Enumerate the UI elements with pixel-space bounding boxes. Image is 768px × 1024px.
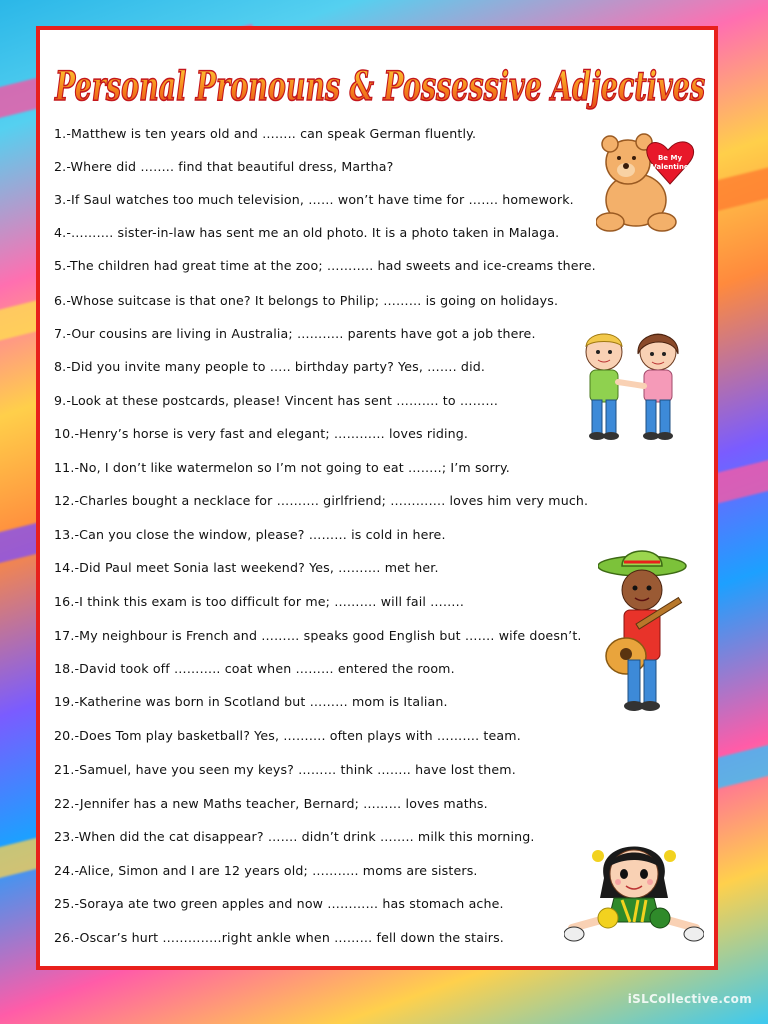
exercise-item: 25.-Soraya ate two green apples and now ………… has stomach ache. <box>54 896 504 911</box>
exercise-item: 18.-David took off ……….. coat when ……… entered the room. <box>54 661 455 676</box>
exercise-item: 20.-Does Tom play basketball? Yes, ………. often plays with ………. team. <box>54 728 521 743</box>
cheerleader-girl-icon <box>564 838 704 946</box>
exercise-item: 3.-If Saul watches too much television, …… won’t have time for ……. homework. <box>54 192 574 207</box>
exercise-item: 24.-Alice, Simon and I are 12 years old; ……….. moms are sisters. <box>54 863 478 878</box>
valentine-line-2: Valentine <box>651 163 689 171</box>
exercise-item: 8.-Did you invite many people to ….. birthday party? Yes, ……. did. <box>54 359 486 374</box>
exercise-item: 6.-Whose suitcase is that one? It belongs to Philip; ……… is going on holidays. <box>54 293 559 308</box>
exercise-item: 12.-Charles bought a necklace for ………. girlfriend; …………. loves him very much. <box>54 493 589 508</box>
exercise-item: 16.-I think this exam is too difficult for me; ………. will fail …….. <box>54 594 464 609</box>
guitar-boy-icon <box>598 546 698 712</box>
watermark: iSLCollective.com <box>627 992 752 1006</box>
teddy-bear-icon <box>596 130 700 236</box>
worksheet-page <box>36 26 718 970</box>
title-graphic <box>50 44 710 124</box>
title-text: Personal Pronouns & Possessive Adjectives <box>54 63 705 110</box>
exercise-item: 9.-Look at these postcards, please! Vincent has sent ………. to ……… <box>54 393 499 408</box>
exercise-item: 21.-Samuel, have you seen my keys? ……… think …….. have lost them. <box>54 762 516 777</box>
exercise-item: 4.-………. sister-in-law has sent me an old photo. It is a photo taken in Malaga. <box>54 225 560 240</box>
valentine-line-1: Be My <box>657 154 683 162</box>
exercise-item: 11.-No, I don’t like watermelon so I’m not going to eat ……..; I’m sorry. <box>54 460 510 475</box>
exercise-item: 2.-Where did …….. find that beautiful dress, Martha? <box>54 159 394 174</box>
exercise-item: 13.-Can you close the window, please? ……… is cold in here. <box>54 527 446 542</box>
exercise-item: 23.-When did the cat disappear? ……. didn’t drink …….. milk this morning. <box>54 829 535 844</box>
exercise-item: 7.-Our cousins are living in Australia; ……….. parents have got a job there. <box>54 326 536 341</box>
exercise-item: 1.-Matthew is ten years old and …….. can speak German fluently. <box>54 126 477 141</box>
exercise-item: 10.-Henry’s horse is very fast and elegant; ………… loves riding. <box>54 426 469 441</box>
exercise-item: 14.-Did Paul meet Sonia last weekend? Yes, ………. met her. <box>54 560 439 575</box>
exercise-item: 17.-My neighbour is French and ……… speaks good English but ……. wife doesn’t. <box>54 628 582 643</box>
exercise-item: 5.-The children had great time at the zoo; ……….. had sweets and ice-creams there. <box>54 258 596 273</box>
boy-and-girl-icon <box>574 324 694 444</box>
exercise-item: 19.-Katherine was born in Scotland but ……… mom is Italian. <box>54 694 448 709</box>
exercise-item: 26.-Oscar’s hurt …………..right ankle when ……… fell down the stairs. <box>54 930 504 945</box>
exercise-item: 22.-Jennifer has a new Maths teacher, Bernard; ……… loves maths. <box>54 796 488 811</box>
worksheet-title <box>50 44 710 124</box>
